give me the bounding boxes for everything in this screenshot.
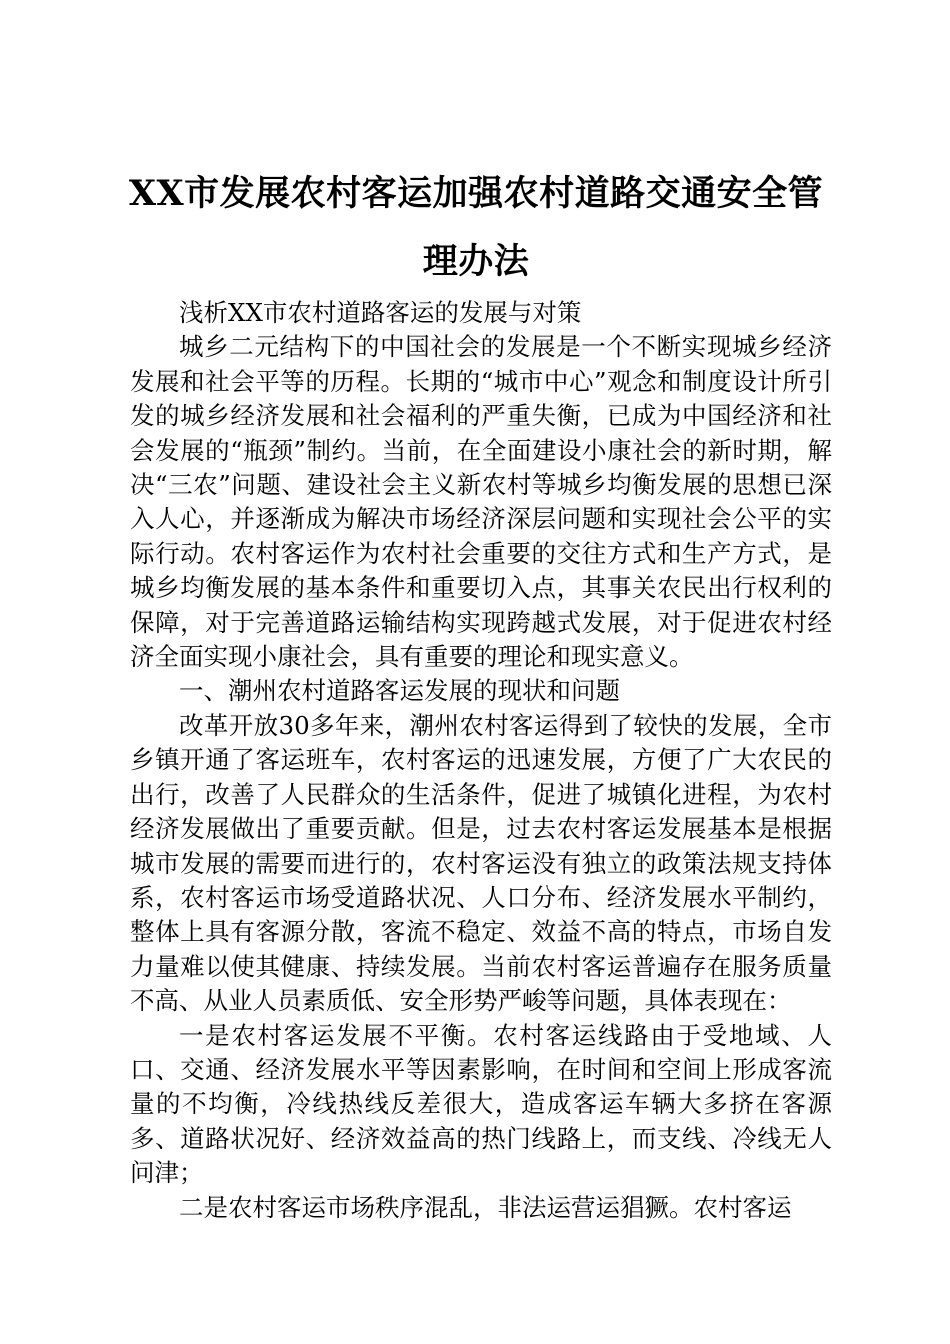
point-one-paragraph: 一是农村客运发展不平衡。农村客运线路由于受地域、人口、交通、经济发展水平等因素影响，在时间和空间上形成客流量的不均衡，冷线热线反差很大，造成客运车辆大多挤在客源多、道路状况好、经济效益高的热门线路上，而支线、冷线无人问津； <box>130 1020 832 1188</box>
document-title: XX市发展农村客运加强农村道路交通安全管理办法 <box>128 173 824 282</box>
point-two-paragraph: 二是农村客运市场秩序混乱，非法运营运猖獗。农村客运 <box>179 1192 792 1222</box>
section-heading: 一、潮州农村道路客运发展的现状和问题 <box>179 676 620 706</box>
document-body <box>130 296 832 1225</box>
subtitle-paragraph: 浅析XX市农村道路客运的发展与对策 <box>179 298 582 327</box>
status-paragraph: 改革开放30多年来，潮州农村客运得到了较快的发展，全市乡镇开通了客运班车，农村客运的迅速发展，方便了广大农民的出行，改善了人民群众的生活条件，促进了城镇化进程，为农村经济发展做出了重要贡献。但是，过去农村客运发展基本是根据城市发展的需要而进行的，农村客运没有独立的政策法规支持体系，农村客运市场受道路状况、人口分布、经济发展水平制约，整体上具有客源分散，客流不稳定、效益不高的特点，市场自发力量难以使其健康、持续发展。当前农村客运普遍存在服务质量不高、从业人员素质低、安全形势严峻等问题，具体表现在： <box>130 710 832 1016</box>
intro-paragraph: 城乡二元结构下的中国社会的发展是一个不断实现城乡经济发展和社会平等的历程。长期的“城市中心”观念和制度设计所引发的城乡经济发展和社会福利的严重失衡，已成为中国经济和社会发展的“瓶颈”制约。当前，在全面建设小康社会的新时期，解决“三农”问题、建设社会主义新农村等城乡均衡发展的思想已深入人心，并逐渐成为解决市场经济深层问题和实现社会公平的实际行动。农村客运作为农村社会重要的交往方式和生产方式，是城乡均衡发展的基本条件和重要切入点，其事关农民出行权利的保障，对于完善道路运输结构实现跨越式发展，对于促进农村经济全面实现小康社会，具有重要的理论和现实意义。 <box>130 332 832 672</box>
